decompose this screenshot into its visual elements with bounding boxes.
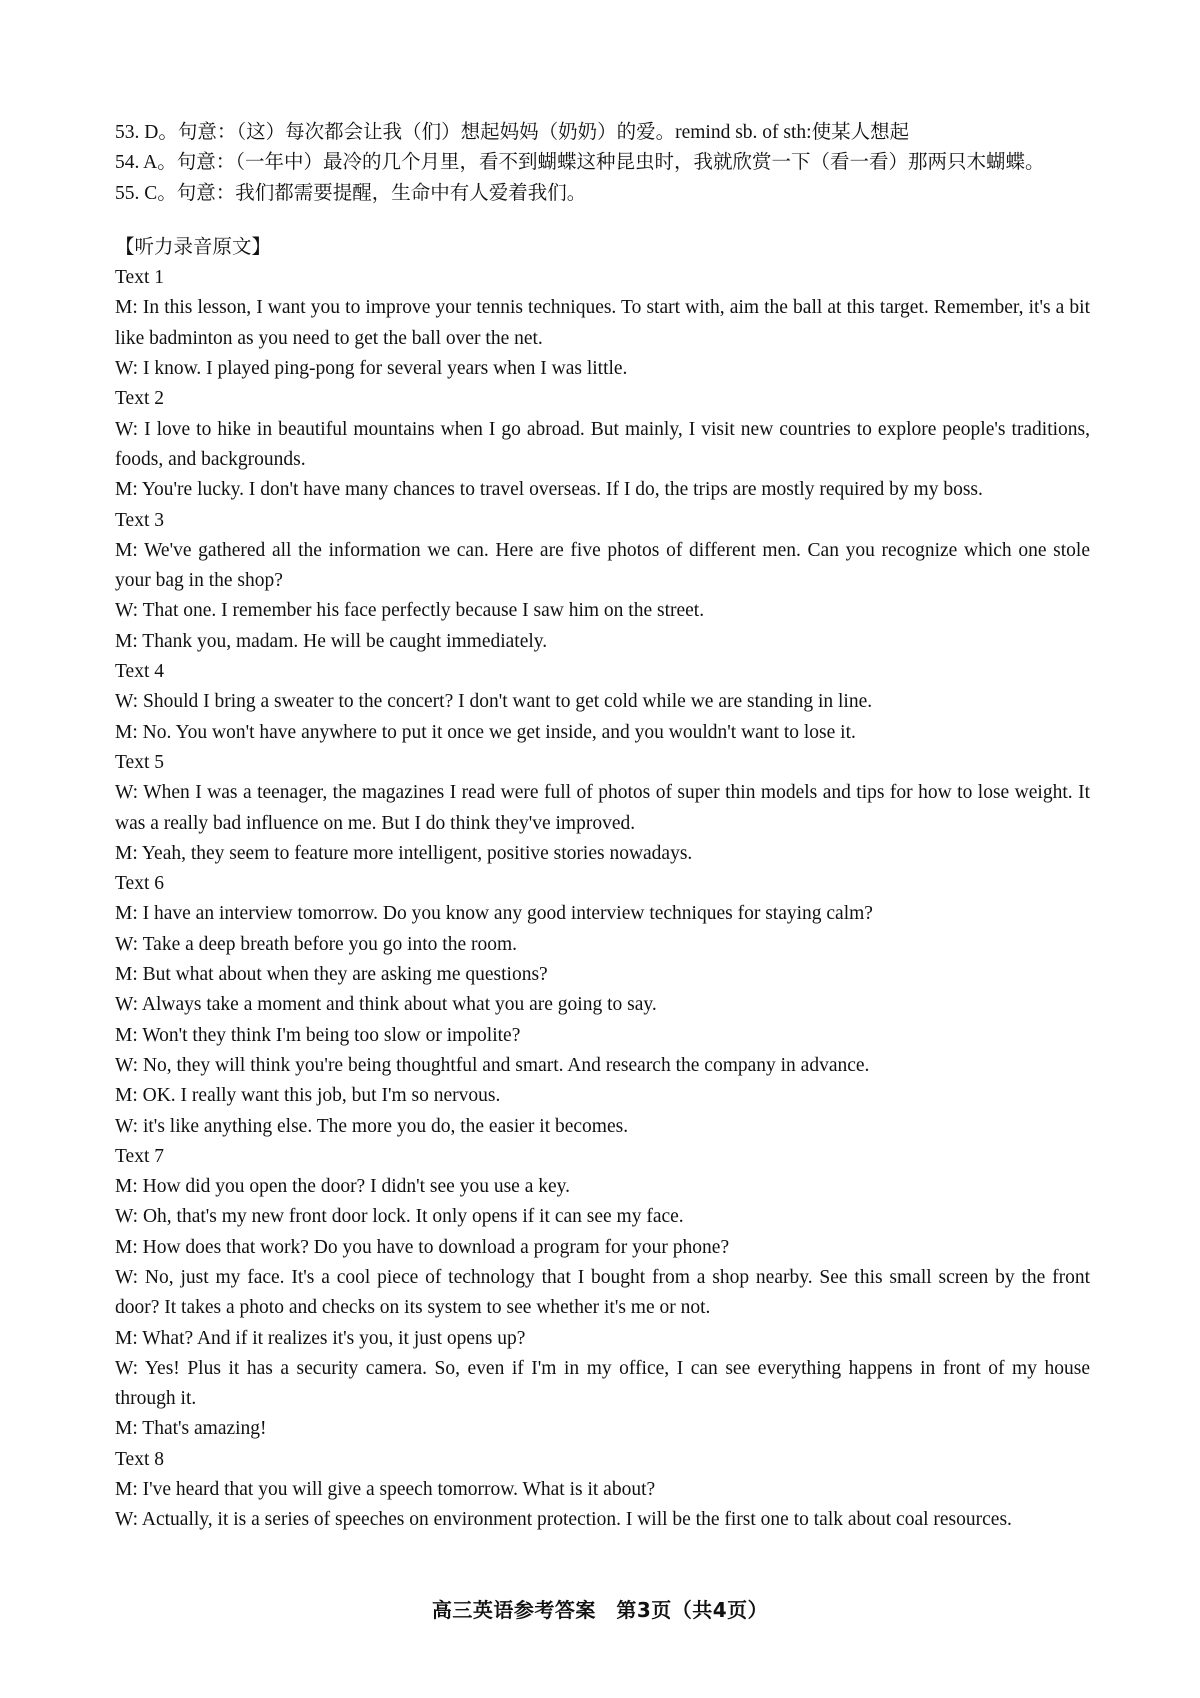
transcript-line: M: But what about when they are asking me questions? [115,964,548,986]
transcript-line: M: No. You won't have anywhere to put it once we get inside, and you wouldn't want to lose it. [115,721,856,743]
transcript-line: M: OK. I really want this job, but I'm so nervous. [115,1085,501,1107]
transcript-line: W: Should I bring a sweater to the concert? I don't want to get cold while we are standing in line. [115,691,873,713]
transcript-line: W: When I was a teenager, the magazines I read were full of photos of super thin models and tips for how to lose weight. It was a really bad influence on me. But I do think they've improved. [115,782,1090,834]
page-content [115,118,1090,1536]
text-heading: Text 4 [115,661,164,683]
transcript-line: M: In this lesson, I want you to improve your tennis techniques. To start with, aim the ball at this target. Remember, it's a bit like badminton as you need to get the ball over the net. [115,297,1090,349]
section-title: 【听力录音原文】 [115,236,272,258]
transcript-line: W: Oh, that's my new front door lock. It only opens if it can see my face. [115,1206,684,1228]
answer-53: 53. D。句意：（这）每次都会让我（们）想起妈妈（奶奶）的爱。remind sb. of sth:使某人想起 [115,122,910,143]
transcript-line: W: it's like anything else. The more you do, the easier it becomes. [115,1115,629,1137]
transcript-line: M: What? And if it realizes it's you, it just opens up? [115,1327,526,1349]
text-heading: Text 3 [115,509,164,531]
text-heading: Text 1 [115,267,164,289]
transcript-line: W: I know. I played ping-pong for several years when I was little. [115,358,628,380]
text-heading: Text 5 [115,751,164,773]
transcript-line: W: Yes! Plus it has a security camera. So, even if I'm in my office, I can see everything happens in front of my house through it. [115,1357,1090,1410]
text-heading: Text 8 [115,1448,164,1470]
transcript-line: M: Yeah, they seem to feature more intelligent, positive stories nowadays. [115,842,693,864]
transcript-line: W: That one. I remember his face perfectly because I saw him on the street. [115,600,705,622]
transcript-line: M: How does that work? Do you have to download a program for your phone? [115,1236,730,1258]
text-heading: Text 6 [115,873,164,895]
transcript-line: M: Won't they think I'm being too slow or impolite? [115,1024,521,1046]
transcript-line: M: How did you open the door? I didn't see you use a key. [115,1176,570,1198]
transcript-line: W: I love to hike in beautiful mountains when I go abroad. But mainly, I visit new countries to explore people's traditions, foods, and backgrounds. [115,418,1090,470]
page-footer: 高三英语参考答案 第3页（共4页） [431,1598,769,1622]
transcript-line: W: Actually, it is a series of speeches on environment protection. I will be the first one to talk about coal resources. [115,1509,1012,1531]
text-heading: Text 7 [115,1145,164,1167]
transcript-line: M: You're lucky. I don't have many chances to travel overseas. If I do, the trips are mostly required by my boss. [115,479,983,501]
transcript-line: W: No, just my face. It's a cool piece of technology that I bought from a shop nearby. See this small screen by the front door? It takes a photo and checks on its system to see whether it's me or not. [115,1266,1090,1319]
text-heading: Text 2 [115,388,164,410]
transcript-line: M: I have an interview tomorrow. Do you know any good interview techniques for staying calm? [115,903,873,925]
answer-54: 54. A。句意：（一年中）最冷的几个月里，看不到蝴蝶这种昆虫时，我就欣赏一下（看一看）那两只木蝴蝶。 [115,152,1045,174]
transcript-line: M: Thank you, madam. He will be caught immediately. [115,630,548,652]
answer-55: 55. C。句意：我们都需要提醒，生命中有人爱着我们。 [115,182,587,204]
transcript-line: M: I've heard that you will give a speech tomorrow. What is it about? [115,1479,656,1501]
transcript-line: M: We've gathered all the information we can. Here are five photos of different men. Can you recognize which one stole your bag in the shop? [115,539,1090,592]
transcript-line: W: Always take a moment and think about what you are going to say. [115,994,657,1016]
transcript-line: W: Take a deep breath before you go into the room. [115,933,518,955]
transcript-line: M: That's amazing! [115,1418,267,1440]
section-gap [115,209,1090,233]
transcript-line: W: No, they will think you're being thoughtful and smart. And research the company in advance. [115,1054,870,1076]
